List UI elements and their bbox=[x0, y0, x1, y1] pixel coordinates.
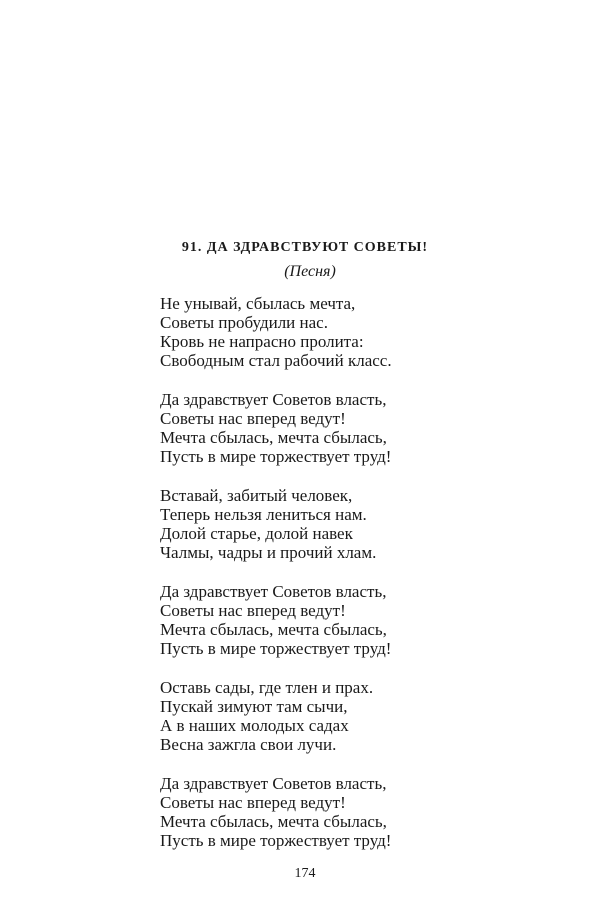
verse-line: Мечта сбылась, мечта сбылась, bbox=[160, 428, 387, 447]
poem-subtitle: (Песня) bbox=[284, 263, 336, 280]
verse-line: Кровь не напрасно пролита: bbox=[160, 332, 364, 351]
poem-title: 91. ДА ЗДРАВСТВУЮТ СОВЕТЫ! bbox=[181, 240, 429, 255]
stanza bbox=[160, 486, 460, 562]
page-number: 174 bbox=[294, 866, 316, 881]
verse-line: Оставь сады, где тлен и прах. bbox=[160, 678, 374, 697]
poem-body bbox=[160, 294, 460, 850]
verse-line: Да здравствует Советов власть, bbox=[160, 582, 387, 601]
verse-line: Долой старье, долой навек bbox=[160, 524, 353, 543]
verse-line: Советы пробудили нас. bbox=[160, 313, 328, 332]
verse-line: А в наших молодых садах bbox=[160, 716, 349, 735]
verse-line: Вставай, забитый человек, bbox=[160, 486, 353, 505]
verse-line: Чалмы, чадры и прочий хлам. bbox=[160, 543, 377, 562]
verse-line: Свободным стал рабочий класс. bbox=[160, 351, 392, 370]
verse-line: Не унывай, сбылась мечта, bbox=[160, 294, 356, 313]
verse-line: Пусть в мире торжествует труд! bbox=[160, 639, 392, 658]
verse-line: Советы нас вперед ведут! bbox=[160, 601, 346, 620]
verse-line: Весна зажгла свои лучи. bbox=[160, 735, 337, 754]
verse-line: Пусть в мире торжествует труд! bbox=[160, 831, 392, 850]
verse-line: Пусть в мире торжествует труд! bbox=[160, 447, 392, 466]
verse-line: Пускай зимуют там сычи, bbox=[160, 697, 348, 716]
stanza bbox=[160, 390, 460, 466]
verse-line: Мечта сбылась, мечта сбылась, bbox=[160, 812, 387, 831]
verse-line: Да здравствует Советов власть, bbox=[160, 774, 387, 793]
verse-line: Да здравствует Советов власть, bbox=[160, 390, 387, 409]
verse-line: Советы нас вперед ведут! bbox=[160, 409, 346, 428]
stanza bbox=[160, 774, 460, 850]
verse-line: Советы нас вперед ведут! bbox=[160, 793, 346, 812]
verse-line: Теперь нельзя лениться нам. bbox=[160, 505, 367, 524]
stanza bbox=[160, 678, 460, 754]
stanza bbox=[160, 582, 460, 658]
verse-line: Мечта сбылась, мечта сбылась, bbox=[160, 620, 387, 639]
stanza bbox=[160, 294, 460, 370]
